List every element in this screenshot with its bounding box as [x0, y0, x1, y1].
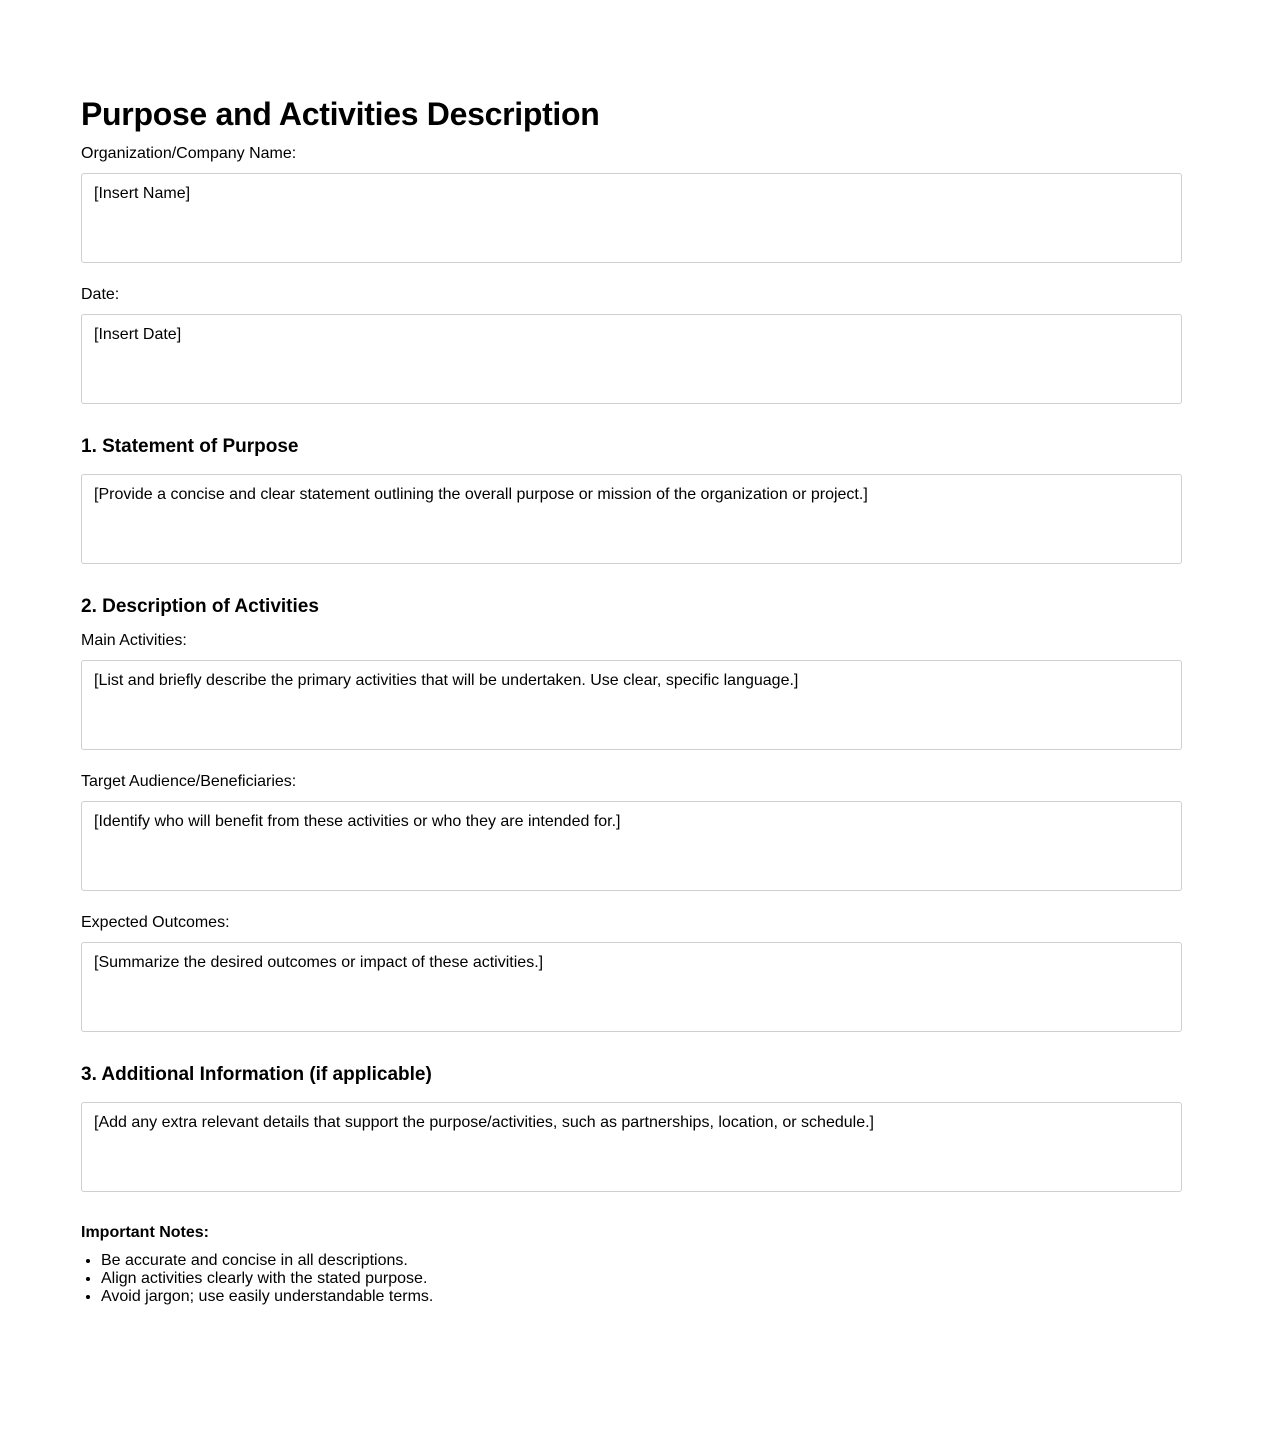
main-activities-field[interactable]: [List and briefly describe the primary activities that will be undertaken. Use clear, specific language.]: [81, 660, 1182, 750]
expected-outcomes-label: Expected Outcomes:: [81, 914, 230, 931]
expected-outcomes-field[interactable]: [Summarize the desired outcomes or impact of these activities.]: [81, 942, 1182, 1032]
org-name-field[interactable]: [Insert Name]: [81, 173, 1182, 263]
target-audience-field[interactable]: [Identify who will benefit from these activities or who they are intended for.]: [81, 801, 1182, 891]
section-additional-info-heading: 3. Additional Information (if applicable): [81, 1064, 432, 1085]
main-activities-label: Main Activities:: [81, 632, 187, 649]
org-name-label: Organization/Company Name:: [81, 145, 297, 162]
important-notes-title: Important Notes:: [81, 1224, 209, 1241]
section-purpose-heading: 1. Statement of Purpose: [81, 436, 299, 457]
important-notes-list: [81, 1252, 1182, 1306]
note-item: • Align activities clearly with the stated purpose.: [101, 1270, 1182, 1288]
target-audience-label: Target Audience/Beneficiaries:: [81, 773, 297, 790]
purpose-statement-field[interactable]: [Provide a concise and clear statement outlining the overall purpose or mission of the organization or project.]: [81, 474, 1182, 564]
section-activities-heading: 2. Description of Activities: [81, 596, 319, 617]
page-title: Purpose and Activities Description: [81, 96, 600, 132]
important-notes-container: [81, 1252, 1182, 1305]
note-item: • Be accurate and concise in all descriptions.: [101, 1252, 1182, 1270]
note-item: • Avoid jargon; use easily understandable terms.: [101, 1288, 1182, 1306]
date-field[interactable]: [Insert Date]: [81, 314, 1182, 404]
additional-info-field[interactable]: [Add any extra relevant details that support the purpose/activities, such as partnerships, location, or schedule.]: [81, 1102, 1182, 1192]
date-label: Date:: [81, 286, 120, 303]
